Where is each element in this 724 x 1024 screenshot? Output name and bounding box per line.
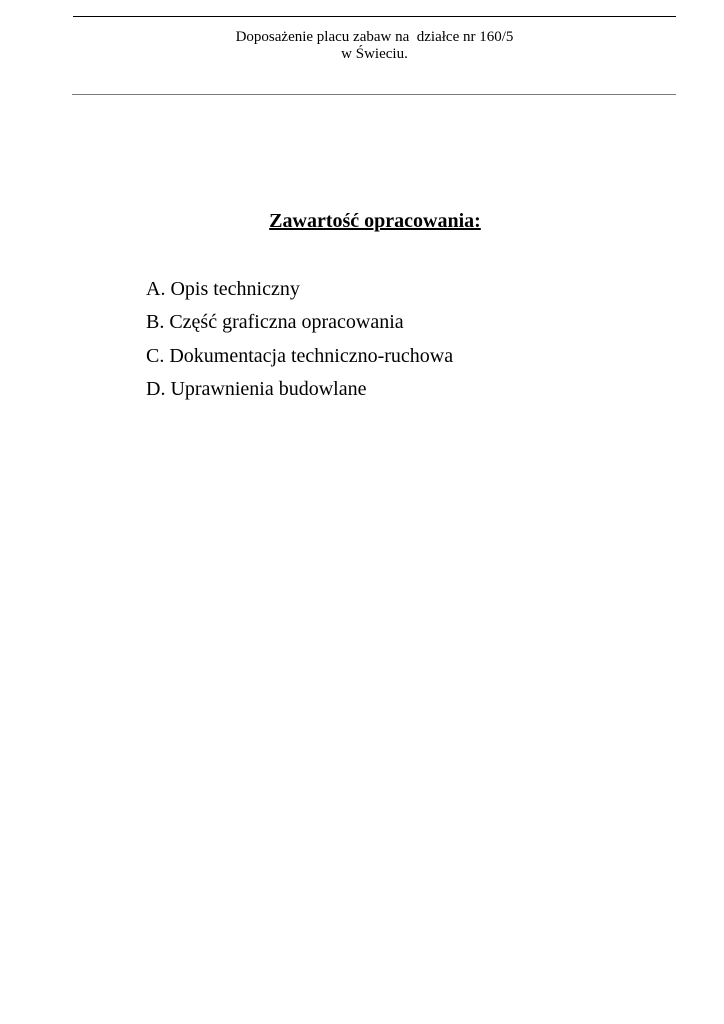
header-bottom-rule xyxy=(72,94,676,95)
contents-item-c: C. Dokumentacja techniczno-ruchowa xyxy=(146,344,454,367)
document-header xyxy=(73,29,676,63)
contents-title: Zawartość opracowania: xyxy=(269,210,481,232)
header-top-rule xyxy=(73,16,676,17)
header-line-1: Doposażenie placu zabaw na działce nr 160/5 xyxy=(235,29,514,45)
contents-item-b: B. Część graficzna opracowania xyxy=(146,311,404,334)
contents-item-d: D. Uprawnienia budowlane xyxy=(146,377,367,400)
contents-list xyxy=(146,276,453,409)
contents-item-a: A. Opis techniczny xyxy=(146,278,300,300)
header-line-2: w Świeciu. xyxy=(341,46,408,62)
